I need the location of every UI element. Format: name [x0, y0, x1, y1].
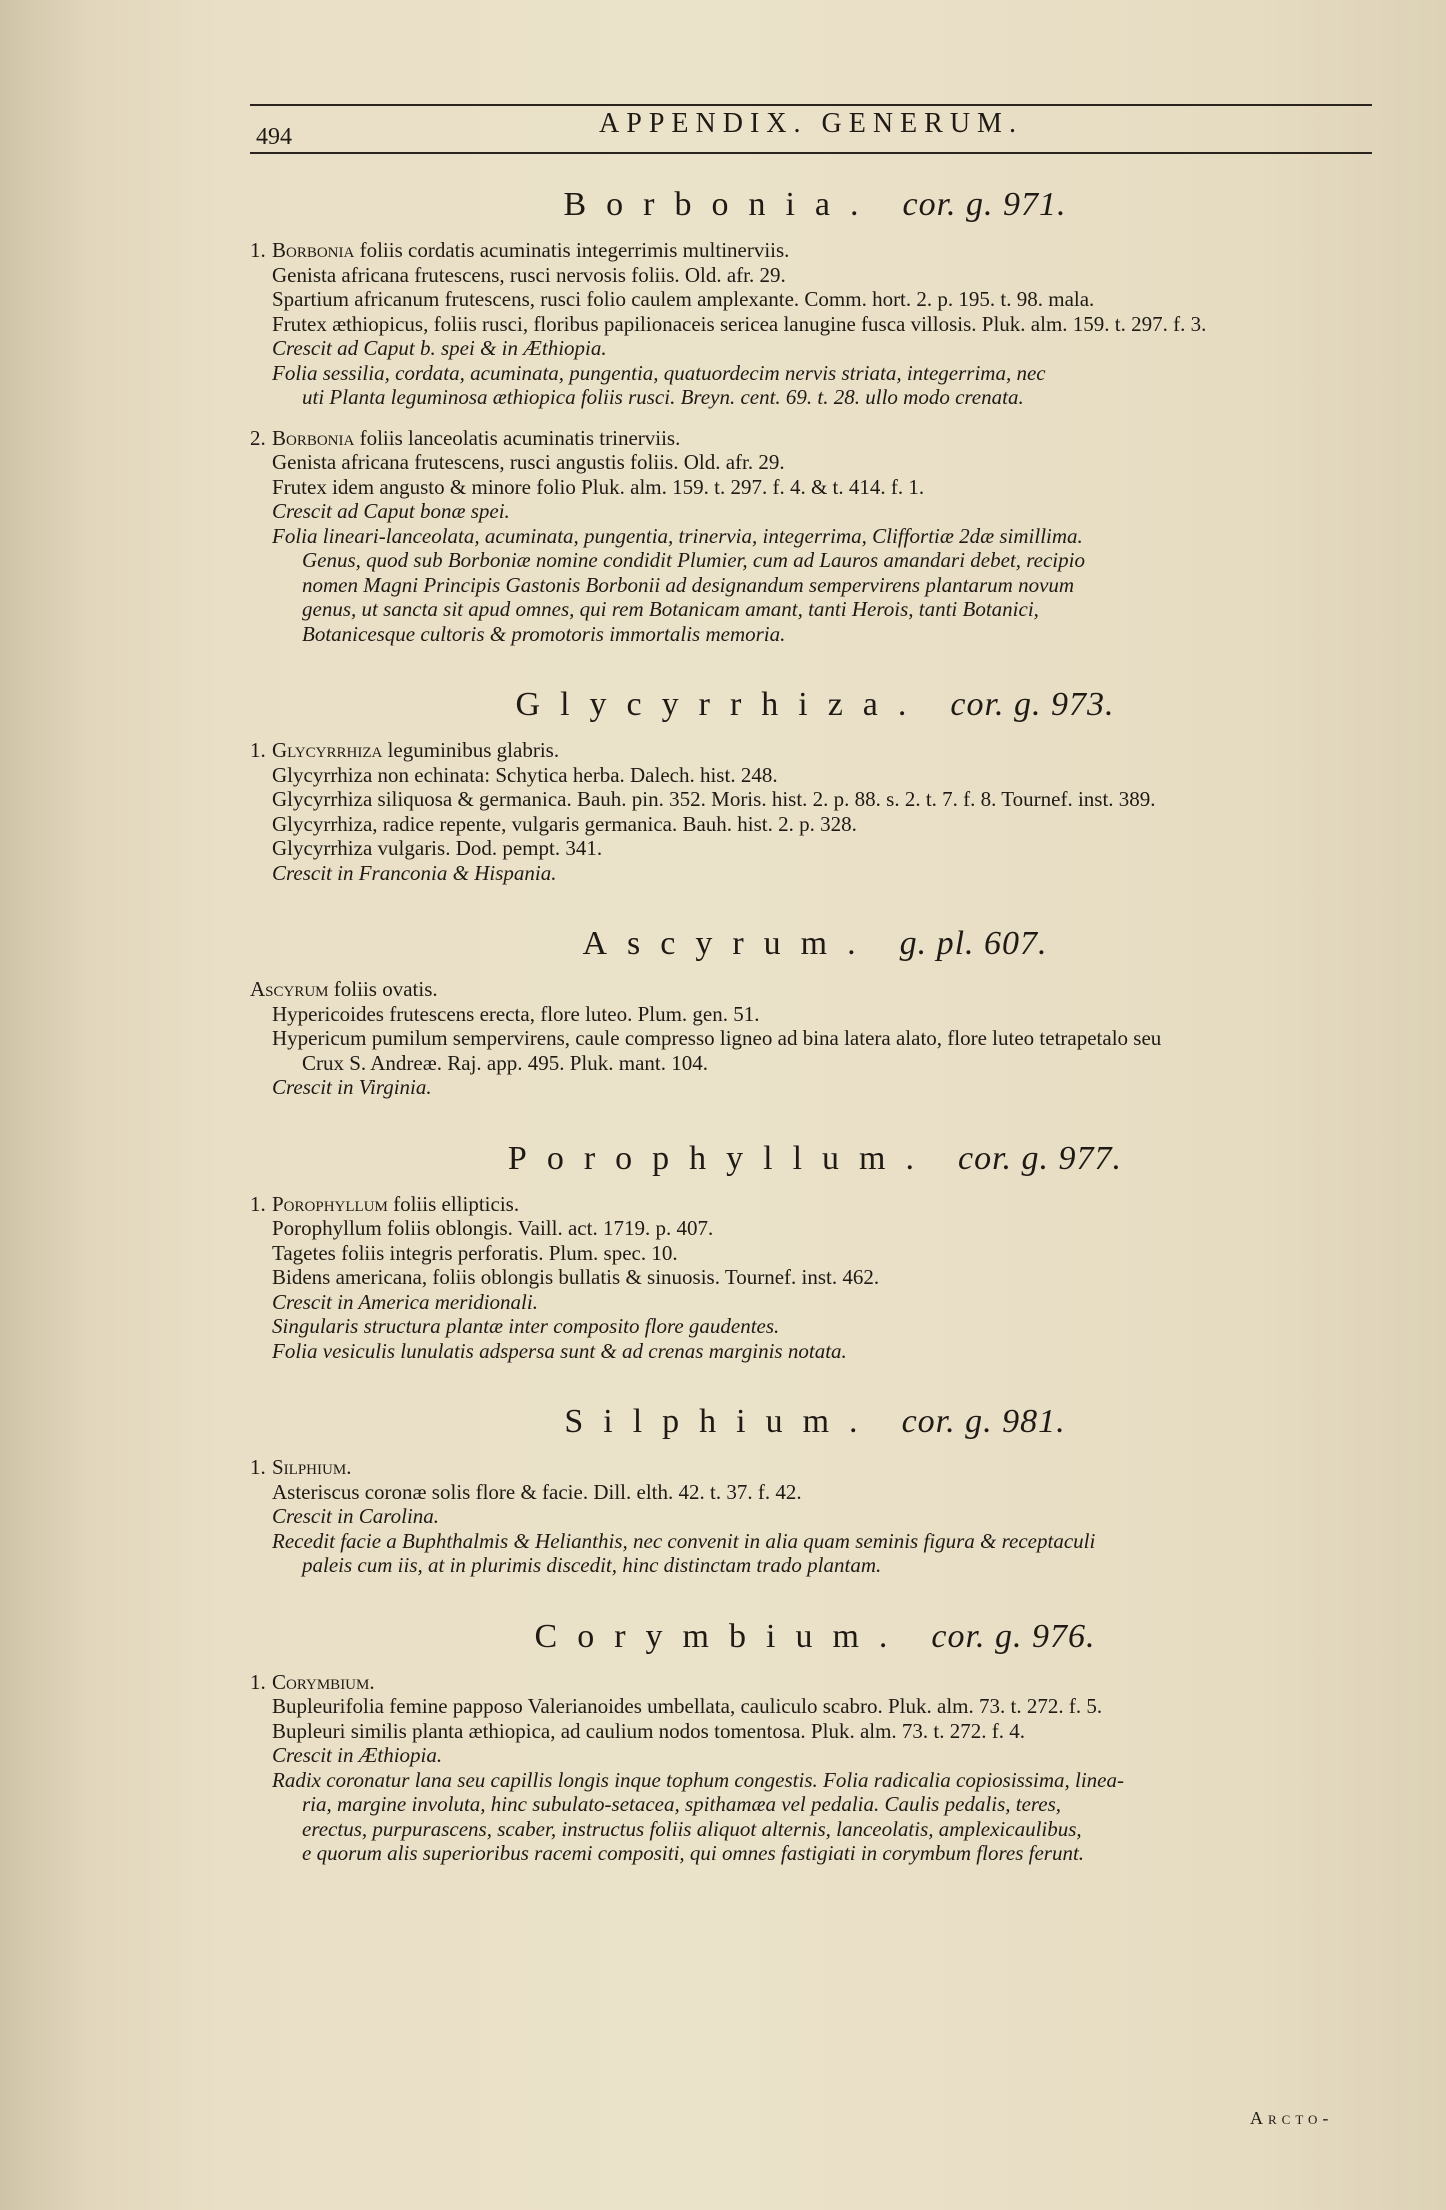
- text-line: Radix coronatur lana seu capillis longis inque tophum congestis. Folia radicalia copiosissima, linea-: [272, 1767, 1124, 1792]
- running-title: APPENDIX. GENERUM.: [599, 108, 1023, 139]
- text-line: ria, margine involuta, hinc subulato-setacea, spithamæa vel pedalia. Caulis pedalis, teres,: [302, 1792, 1062, 1816]
- text-line: Glycyrrhiza, radice repente, vulgaris germanica. Bauh. hist. 2. p. 328.: [272, 811, 857, 836]
- text-line: Folia vesiculis lunulatis adspersa sunt & ad crenas marginis notata.: [272, 1338, 847, 1363]
- genus-smallcaps: Silphium: [272, 1455, 347, 1479]
- text-line: Bupleurifolia femine papposo Valerianoides umbellata, cauliculo scabro. Pluk. alm. 73. t. 272. f. 5.: [272, 1694, 1103, 1718]
- species-entry: [250, 1670, 1380, 1866]
- genus-name: Silphium.: [564, 1403, 878, 1440]
- genus-reference: cor. g. 976.: [931, 1617, 1096, 1655]
- text-line: erectus, purpurascens, scaber, instructus foliis aliquot alternis, lanceolatis, amplexicaulibus,: [302, 1816, 1082, 1841]
- species-entry: [250, 1192, 1380, 1364]
- text-line: Hypericoides frutescens erecta, flore luteo. Plum. gen. 51.: [272, 1001, 760, 1026]
- text-line: paleis cum iis, at in plurimis discedit, hinc distinctam trado plantam.: [302, 1553, 882, 1577]
- genus-name: Corymbium.: [534, 1617, 908, 1655]
- text-line: Hypericum pumilum sempervirens, caule compresso ligneo ad bina latera alato, flore luteo tetrapetalo seu: [272, 1026, 1162, 1050]
- text-line: Crescit in Carolina.: [272, 1504, 440, 1528]
- species-diagnosis: foliis cordatis acuminatis integerrimis multinerviis.: [354, 238, 790, 262]
- page-number: 494: [256, 124, 292, 150]
- text-line: Frutex idem angusto & minore folio Pluk. alm. 159. t. 297. f. 4. & t. 414. f. 1.: [272, 474, 925, 499]
- text-line: Recedit facie a Buphthalmis & Helianthis, nec convenit in alia quam seminis figura & receptaculi: [272, 1528, 1096, 1553]
- genus-smallcaps: Corymbium: [272, 1669, 370, 1694]
- species-entry: [250, 426, 1380, 647]
- header-rule-top: [250, 104, 1372, 106]
- genus-title: [250, 1618, 1380, 1656]
- text-line: Genista africana frutescens, rusci nervosis foliis. Old. afr. 29.: [272, 262, 786, 287]
- species-number: 1.: [250, 738, 266, 762]
- genus-title: [250, 1140, 1380, 1178]
- page-header: [250, 100, 1372, 158]
- species-diagnosis: .: [346, 1455, 352, 1479]
- text-line: uti Planta leguminosa æthiopica foliis rusci. Breyn. cent. 69. t. 28. ullo modo crenata.: [302, 385, 1024, 409]
- text-line: Botanicesque cultoris & promotoris immortalis memoria.: [302, 621, 786, 646]
- genus-name: Borbonia.: [563, 186, 879, 223]
- species-number: 1.: [250, 1455, 266, 1479]
- section-spacer: [250, 662, 1380, 686]
- text-line: Singularis structura plantæ inter composito flore gaudentes.: [272, 1314, 780, 1338]
- genus-smallcaps: Porophyllum: [272, 1191, 388, 1216]
- genus-section: [250, 1618, 1380, 1906]
- text-line: Crescit ad Caput b. spei & in Æthiopia.: [272, 336, 607, 360]
- genus-smallcaps: Borbonia: [272, 238, 355, 262]
- catchword: Arcto-: [1250, 2108, 1334, 2128]
- genus-section: [250, 1403, 1380, 1618]
- text-line: Frutex æthiopicus, foliis rusci, floribus papilionaceis sericea lanugine fusca villosis. Pluk. alm. 159. t. 297. f. 3.: [272, 311, 1207, 336]
- species-number: 1.: [250, 1191, 266, 1216]
- text-line: Bidens americana, foliis oblongis bullatis & sinuosis. Tournef. inst. 462.: [272, 1265, 880, 1289]
- genus-section: [250, 1140, 1380, 1404]
- genus-section: [250, 186, 1380, 686]
- genus-title: [250, 1403, 1380, 1441]
- text-line: Glycyrrhiza vulgaris. Dod. pempt. 341.: [272, 836, 603, 860]
- genus-reference: cor. g. 977.: [958, 1139, 1123, 1177]
- species-entry: [250, 738, 1380, 885]
- genus-reference: cor. g. 973.: [950, 686, 1115, 723]
- text-line: Crescit ad Caput bonæ spei.: [272, 499, 510, 523]
- species-diagnosis: leguminibus glabris.: [382, 738, 560, 762]
- section-spacer: [250, 1116, 1380, 1140]
- species-diagnosis: foliis ellipticis.: [387, 1191, 520, 1216]
- species-heading: [250, 1455, 1380, 1480]
- genus-reference: g. pl. 607.: [899, 925, 1048, 962]
- species-number: 2.: [250, 425, 266, 450]
- text-line: Porophyllum foliis oblongis. Vaill. act. 1719. p. 407.: [272, 1216, 714, 1240]
- text-line: Crux S. Andreæ. Raj. app. 495. Pluk. mant. 104.: [302, 1050, 708, 1075]
- page-content: [250, 186, 1380, 1906]
- species-number: 1.: [250, 238, 266, 262]
- text-line: Asteriscus coronæ solis flore & facie. Dill. elth. 42. t. 37. f. 42.: [272, 1479, 802, 1504]
- section-spacer: [250, 901, 1380, 925]
- header-rule-bottom: [250, 152, 1372, 154]
- species-heading: [250, 1192, 1380, 1217]
- text-line: Folia sessilia, cordata, acuminata, pungentia, quatuordecim nervis striata, integerrima, nec: [272, 360, 1046, 385]
- species-number: 1.: [250, 1669, 266, 1694]
- genus-name: Ascyrum.: [582, 925, 876, 962]
- text-line: Folia lineari-lanceolata, acuminata, pungentia, trinervia, integerrima, Cliffortiæ 2dæ simillima.: [272, 523, 1083, 548]
- genus-title: [250, 925, 1380, 963]
- genus-smallcaps: Borbonia: [272, 425, 355, 450]
- genus-title: [250, 686, 1380, 724]
- text-line: Crescit in Virginia.: [272, 1075, 432, 1099]
- genus-section: [250, 686, 1380, 925]
- text-line: nomen Magni Principis Gastonis Borbonii ad designandum sempervirens plantarum novum: [302, 572, 1075, 597]
- text-line: Spartium africanum frutescens, rusci folio caulem amplexante. Comm. hort. 2. p. 195. t. 98. mala.: [272, 287, 1095, 311]
- text-line: Genista africana frutescens, rusci angustis foliis. Old. afr. 29.: [272, 450, 785, 474]
- genus-name: Porophyllum.: [507, 1139, 934, 1177]
- species-heading: [250, 426, 1380, 451]
- species-diagnosis: foliis ovatis.: [328, 977, 438, 1001]
- text-line: Glycyrrhiza non echinata: Schytica herba. Dalech. hist. 248.: [272, 762, 778, 787]
- species-diagnosis: foliis lanceolatis acuminatis trinerviis.: [354, 425, 681, 450]
- text-line: Tagetes foliis integris perforatis. Plum. spec. 10.: [272, 1240, 678, 1265]
- genus-smallcaps: Ascyrum: [250, 977, 329, 1001]
- species-entry: [250, 977, 1380, 1100]
- text-line: genus, ut sancta sit apud omnes, qui rem Botanicam amant, tanti Herois, tanti Botanici,: [302, 597, 1039, 621]
- species-heading: [250, 738, 1380, 763]
- section-spacer: [250, 1882, 1380, 1906]
- text-line: Crescit in Æthiopia.: [272, 1743, 443, 1767]
- text-line: Glycyrrhiza siliquosa & germanica. Bauh. pin. 352. Moris. hist. 2. p. 88. s. 2. t. 7. f. 8. Tournef. inst. 389.: [272, 787, 1156, 811]
- genus-name: Glycyrrhiza.: [515, 686, 927, 723]
- genus-section: [250, 925, 1380, 1140]
- text-line: Crescit in Franconia & Hispania.: [272, 860, 557, 885]
- genus-reference: cor. g. 981.: [901, 1403, 1066, 1440]
- text-line: e quorum alis superioribus racemi compositi, qui omnes fastigiati in corymbum flores ferunt.: [302, 1841, 1085, 1865]
- genus-title: [250, 186, 1380, 224]
- genus-reference: cor. g. 971.: [902, 186, 1067, 223]
- species-heading: [250, 977, 1380, 1002]
- text-line: Bupleuri similis planta æthiopica, ad caulium nodos tomentosa. Pluk. alm. 73. t. 272. f. 4.: [272, 1718, 1026, 1743]
- species-heading: [250, 1670, 1380, 1695]
- species-heading: [250, 238, 1380, 263]
- species-entry: [250, 1455, 1380, 1578]
- species-entry: [250, 238, 1380, 410]
- species-diagnosis: .: [369, 1669, 375, 1694]
- section-spacer: [250, 1379, 1380, 1403]
- text-line: Crescit in America meridionali.: [272, 1289, 538, 1314]
- section-spacer: [250, 1594, 1380, 1618]
- genus-smallcaps: Glycyrrhiza: [272, 738, 383, 762]
- text-line: Genus, quod sub Borboniæ nomine condidit Plumier, cum ad Lauros amandari debet, recipio: [302, 548, 1085, 572]
